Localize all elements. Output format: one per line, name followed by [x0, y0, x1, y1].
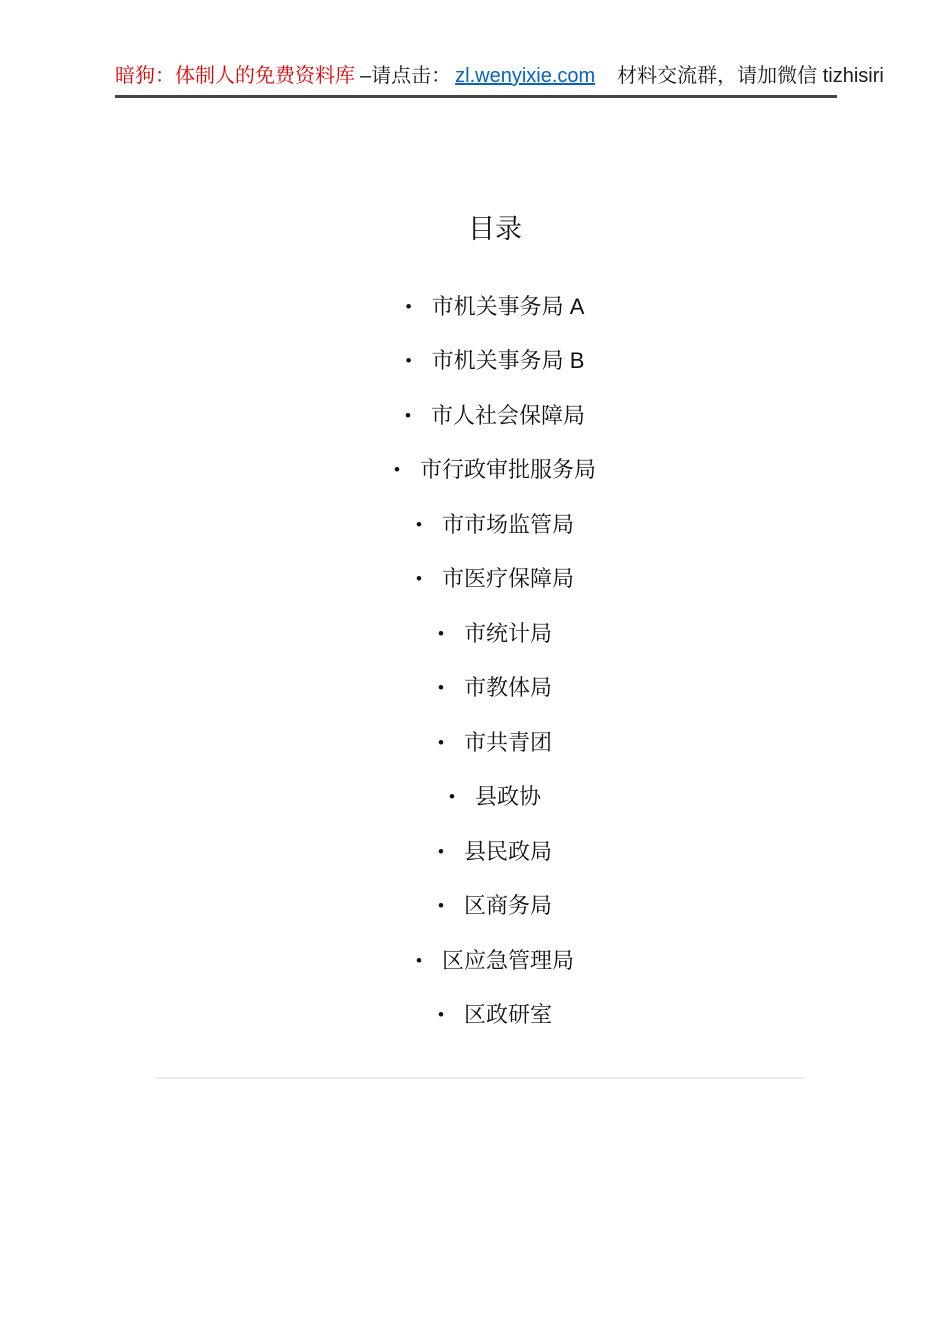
toc-item-label: 市教体局 [463, 675, 552, 701]
click-prompt-text: –请点击： [360, 65, 452, 87]
toc-item-label: 市共青团 [463, 729, 552, 755]
bullet-icon: • [438, 896, 444, 916]
bullet-icon: • [449, 787, 455, 807]
bullet-icon: • [416, 514, 422, 534]
toc-item [40, 333, 950, 388]
bullet-icon: • [405, 405, 411, 425]
toc-item [40, 878, 950, 933]
group-contact-text: 材料交流群，请加微信 tizhisiri [617, 65, 884, 87]
bullet-icon: • [438, 841, 444, 861]
toc-item-label: 市人社会保障局 [430, 402, 585, 428]
toc-item [40, 769, 950, 824]
page-title: 目录 [468, 214, 522, 244]
bullet-icon: • [394, 460, 400, 480]
toc-item [40, 278, 950, 333]
toc-item-label: 县政协 [474, 784, 541, 810]
bullet-icon: • [438, 1005, 444, 1025]
toc-item-label: 市医疗保障局 [441, 566, 574, 592]
bullet-icon: • [405, 296, 412, 316]
toc-item [40, 714, 950, 769]
toc-item [40, 932, 950, 987]
toc-item-label: 区商务局 [463, 893, 552, 919]
toc-item-label: 市市场监管局 [441, 511, 574, 537]
toc-list [40, 278, 950, 1041]
bullet-icon: • [416, 569, 422, 589]
toc-item-label: 市机关事务局 A [431, 293, 585, 319]
bullet-icon: • [438, 623, 444, 643]
toc-item-label: 区应急管理局 [441, 947, 574, 973]
toc-item-label: 市机关事务局 B [431, 348, 585, 374]
toc-item [40, 987, 950, 1042]
toc-item [40, 442, 950, 497]
bullet-icon: • [438, 678, 444, 698]
header-text-line [115, 63, 884, 95]
footer-divider [155, 1077, 805, 1079]
toc-item-label: 市统计局 [463, 620, 552, 646]
header-banner [115, 0, 884, 98]
header-divider [115, 95, 837, 98]
toc-item [40, 387, 950, 442]
toc-item [40, 496, 950, 551]
bullet-icon: • [405, 351, 412, 371]
site-link[interactable]: zl.wenyixie.com [455, 65, 596, 87]
toc-item-label: 县民政局 [463, 838, 552, 864]
toc-item-label: 市行政审批服务局 [419, 457, 596, 483]
bullet-icon: • [438, 732, 444, 752]
toc-item [40, 551, 950, 606]
toc-item [40, 605, 950, 660]
toc-item [40, 823, 950, 878]
bullet-icon: • [416, 950, 422, 970]
promo-text: 暗狗：体制人的免费资料库 [115, 65, 355, 87]
toc-item-label: 区政研室 [463, 1002, 552, 1028]
toc-item [40, 660, 950, 715]
